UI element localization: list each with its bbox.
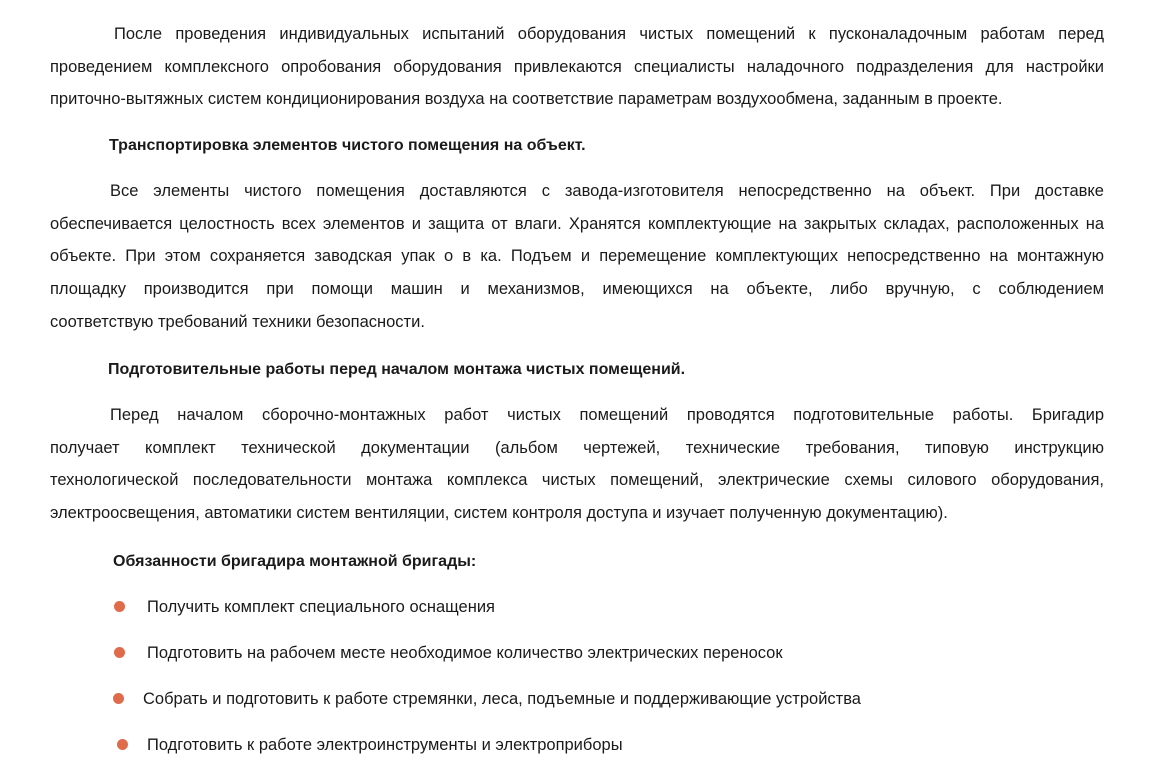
paragraph-preparation — [50, 399, 1104, 530]
list-item: Подготовить к работе электроинструменты и электроприборы — [147, 736, 623, 754]
bullet-icon — [114, 601, 125, 612]
text-line: технологической последовательности монтажа комплекса чистых помещений, электрические схемы силового оборудования, — [50, 471, 1104, 490]
text-line: объекте. При этом сохраняется заводская упак о в ка. Подъем и перемещение комплектующих непосредственно на монтажную — [50, 247, 1104, 266]
bullet-icon — [117, 739, 128, 750]
list-item: Получить комплект специального оснащения — [147, 598, 495, 616]
text-line: площадку производится при помощи машин и механизмов, имеющихся на объекте, либо вручную, с соблюдением — [50, 280, 1104, 299]
text-line: электроосвещения, автоматики систем вентиляции, систем контроля доступа и изучает полученную документацию). — [50, 504, 948, 523]
text-line: соответствую требований техники безопасности. — [50, 312, 425, 331]
heading-duties: Обязанности бригадира монтажной бригады: — [113, 553, 477, 570]
bullet-icon — [114, 647, 125, 658]
text-line: Перед началом сборочно-монтажных работ чистых помещений проводятся подготовительные работы. Бригадир — [110, 406, 1104, 424]
text-line: После проведения индивидуальных испытаний оборудования чистых помещений к пусконаладочным работам перед — [114, 25, 1104, 43]
text-line: Все элементы чистого помещения доставляются с завода-изготовителя непосредственно на объект. При доставке — [110, 182, 1104, 200]
paragraph-transport — [50, 175, 1104, 339]
heading-transport: Транспортировка элементов чистого помещения на объект. — [109, 137, 586, 154]
heading-preparation: Подготовительные работы перед началом монтажа чистых помещений. — [108, 361, 686, 378]
text-line: обеспечивается целостность всех элементов и защита от влаги. Хранятся комплектующие на закрытых складах, расположенных на — [50, 214, 1104, 233]
text-line: проведением комплексного опробования оборудования привлекаются специалисты наладочного подразделения для настройки — [50, 57, 1104, 76]
text-line: приточно-вытяжных систем кондиционирования воздуха на соответствие параметрам воздухообмена, заданным в проекте. — [50, 90, 1003, 109]
paragraph-commissioning — [50, 18, 1104, 116]
list-item: Собрать и подготовить к работе стремянки, леса, подъемные и поддерживающие устройства — [143, 690, 861, 708]
bullet-icon — [113, 693, 124, 704]
list-item: Подготовить на рабочем месте необходимое количество электрических переносок — [147, 644, 783, 662]
text-line: получает комплект технической документации (альбом чертежей, технические требования, типовую инструкцию — [50, 438, 1104, 457]
